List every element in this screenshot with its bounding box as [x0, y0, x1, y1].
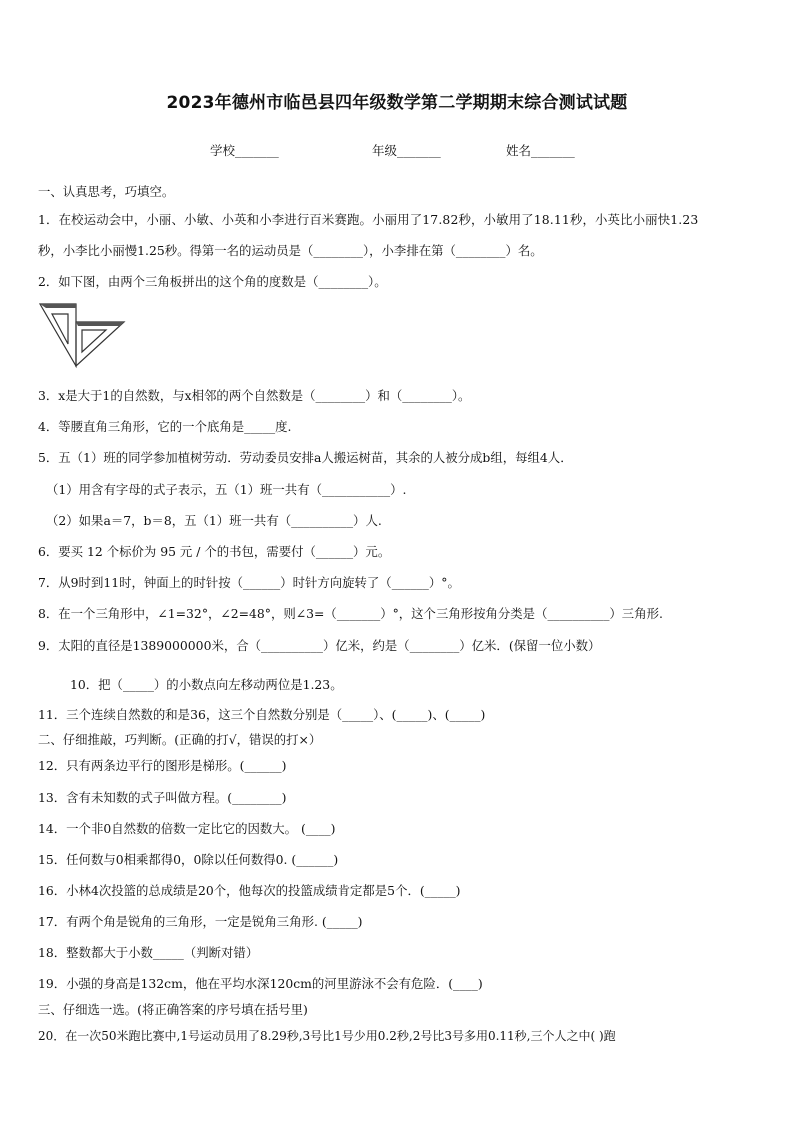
question-16: 16．小林4次投篮的总成绩是20个，他每次的投篮成绩肯定都是5个．(_____) [38, 883, 461, 898]
question-1-line-2: 秒，小李比小丽慢1.25秒。得第一名的运动员是（________），小李排在第（________）名。 [38, 243, 543, 258]
question-9: 9．太阳的直径是1389000000米，合（__________）亿米，约是（________）亿米．(保留一位小数） [38, 638, 601, 653]
question-5-part-2: （2）如果a＝7，b＝8，五（1）班一共有（__________）人. [46, 513, 382, 528]
question-18: 18．整数都大于小数_____（判断对错） [38, 945, 259, 960]
question-12: 12．只有两条边平行的图形是梯形。(______) [38, 758, 287, 773]
question-8: 8．在一个三角形中，∠1=32°，∠2=48°，则∠3=（_______）°，这个三角形按角分类是（__________）三角形. [38, 606, 663, 621]
question-11: 11．三个连续自然数的和是36，这三个自然数分别是（_____）、(_____)、(_____) [38, 707, 486, 722]
name-field: 姓名_______ [506, 143, 575, 158]
school-field: 学校_______ [210, 143, 279, 158]
question-13: 13．含有未知数的式子叫做方程。(________) [38, 790, 287, 805]
question-6: 6．要买 12 个标价为 95 元 / 个的书包，需要付（______）元。 [38, 544, 391, 559]
page-title: 2023年德州市临邑县四年级数学第二学期期末综合测试试题 [166, 93, 628, 113]
question-5-part-1: （1）用含有字母的式子表示，五（1）班一共有（___________）. [46, 482, 407, 497]
grade-field: 年级_______ [372, 143, 441, 158]
question-1-line-1: 1．在校运动会中，小丽、小敏、小英和小李进行百米赛跑。小丽用了17.82秒，小敏用了18.11秒，小英比小丽快1.23 [38, 212, 699, 227]
question-19: 19．小强的身高是132cm，他在平均水深120cm的河里游泳不会有危险．(____) [38, 976, 483, 991]
question-20: 20．在一次50米跑比赛中,1号运动员用了8.29秒,3号比1号少用0.2秒,2号比3号多用0.11秒,三个人之中( )跑 [38, 1029, 616, 1043]
question-14: 14．一个非0自然数的倍数一定比它的因数大。 (____) [38, 821, 336, 836]
question-3: 3．x是大于1的自然数，与x相邻的两个自然数是（________）和（________）。 [38, 388, 471, 403]
question-10: 10．把（_____）的小数点向左移动两位是1.23。 [70, 677, 343, 692]
question-15: 15．任何数与0相乘都得0，0除以任何数得0. (______) [38, 852, 339, 867]
question-5: 5．五（1）班的同学参加植树劳动．劳动委员安排a人搬运树苗，其余的人被分成b组，每组4人． [38, 450, 573, 465]
section-heading-3: 三、仔细选一选。(将正确答案的序号填在括号里) [38, 1002, 308, 1017]
question-7: 7．从9时到11时，钟面上的时针按（______）时针方向旋转了（______）°。 [38, 575, 460, 590]
section-heading-2: 二、仔细推敲，巧判断。(正确的打√，错误的打×） [38, 732, 322, 747]
triangle-rulers-figure [38, 300, 130, 372]
section-heading-1: 一、认真思考，巧填空。 [38, 184, 175, 199]
question-17: 17．有两个角是锐角的三角形，一定是锐角三角形. (_____) [38, 914, 363, 929]
question-2: 2．如下图，由两个三角板拼出的这个角的度数是（________）。 [38, 274, 387, 289]
question-4: 4．等腰直角三角形，它的一个底角是_____度. [38, 419, 292, 434]
